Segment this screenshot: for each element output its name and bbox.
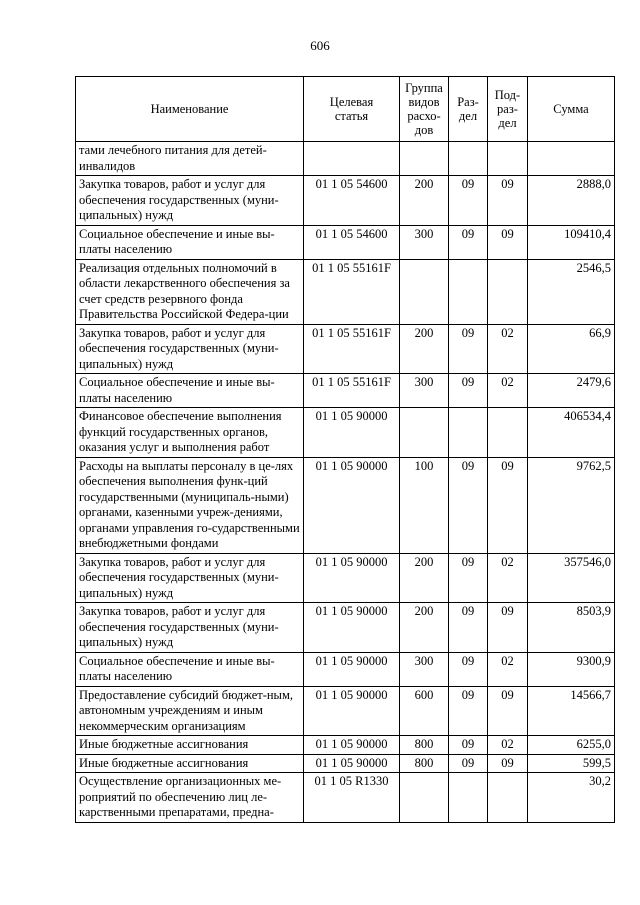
cell-name: Закупка товаров, работ и услуг для обеспечения государственных (муни-ципальных) нужд xyxy=(76,553,304,603)
table-row xyxy=(76,736,615,755)
cell-name: Иные бюджетные ассигнования xyxy=(76,736,304,755)
cell-group xyxy=(400,773,449,823)
cell-subsection: 02 xyxy=(488,553,528,603)
table-row xyxy=(76,686,615,736)
cell-group: 200 xyxy=(400,553,449,603)
cell-group: 800 xyxy=(400,736,449,755)
cell-section: 09 xyxy=(449,736,488,755)
cell-code: 01 1 05 90000 xyxy=(304,736,400,755)
cell-section: 09 xyxy=(449,686,488,736)
table-row xyxy=(76,259,615,324)
cell-subsection: 02 xyxy=(488,736,528,755)
cell-group: 200 xyxy=(400,603,449,653)
cell-section xyxy=(449,408,488,458)
cell-code: 01 1 05 55161F xyxy=(304,374,400,408)
cell-section xyxy=(449,142,488,176)
table-row xyxy=(76,176,615,226)
cell-code: 01 1 05 90000 xyxy=(304,686,400,736)
header-subsection: Под- раз- дел xyxy=(488,77,528,142)
cell-group: 200 xyxy=(400,176,449,226)
cell-sum: 6255,0 xyxy=(528,736,615,755)
cell-subsection: 09 xyxy=(488,457,528,553)
table-row xyxy=(76,754,615,773)
cell-name: Иные бюджетные ассигнования xyxy=(76,754,304,773)
cell-code: 01 1 05 55161F xyxy=(304,324,400,374)
table-row xyxy=(76,142,615,176)
cell-group: 200 xyxy=(400,324,449,374)
cell-group: 300 xyxy=(400,225,449,259)
cell-subsection: 09 xyxy=(488,603,528,653)
cell-sum: 2546,5 xyxy=(528,259,615,324)
cell-sum: 599,5 xyxy=(528,754,615,773)
table-row xyxy=(76,652,615,686)
cell-section: 09 xyxy=(449,176,488,226)
cell-subsection: 09 xyxy=(488,686,528,736)
cell-name: Закупка товаров, работ и услуг для обеспечения государственных (муни-ципальных) нужд xyxy=(76,176,304,226)
cell-name: Социальное обеспечение и иные вы-платы населению xyxy=(76,225,304,259)
cell-section: 09 xyxy=(449,324,488,374)
cell-subsection xyxy=(488,142,528,176)
cell-sum: 30,2 xyxy=(528,773,615,823)
cell-group: 800 xyxy=(400,754,449,773)
cell-name: Социальное обеспечение и иные вы-платы населению xyxy=(76,652,304,686)
header-group: Группа видов расхо- дов xyxy=(400,77,449,142)
table-header-row xyxy=(76,77,615,142)
table-row xyxy=(76,773,615,823)
cell-group xyxy=(400,142,449,176)
cell-sum: 109410,4 xyxy=(528,225,615,259)
cell-group: 600 xyxy=(400,686,449,736)
cell-subsection: 09 xyxy=(488,176,528,226)
cell-group xyxy=(400,408,449,458)
cell-code: 01 1 05 90000 xyxy=(304,652,400,686)
cell-name: тами лечебного питания для детей-инвалидов xyxy=(76,142,304,176)
cell-name: Финансовое обеспечение выполнения функций государственных органов, оказания услуг и выполнения работ xyxy=(76,408,304,458)
table-row xyxy=(76,324,615,374)
cell-group: 300 xyxy=(400,374,449,408)
cell-code: 01 1 05 90000 xyxy=(304,754,400,773)
cell-section: 09 xyxy=(449,457,488,553)
table-row xyxy=(76,603,615,653)
cell-subsection: 02 xyxy=(488,324,528,374)
cell-code: 01 1 05 R1330 xyxy=(304,773,400,823)
cell-code: 01 1 05 54600 xyxy=(304,176,400,226)
cell-section: 09 xyxy=(449,225,488,259)
header-code: Целевая статья xyxy=(304,77,400,142)
cell-name: Закупка товаров, работ и услуг для обеспечения государственных (муни-ципальных) нужд xyxy=(76,324,304,374)
cell-code: 01 1 05 54600 xyxy=(304,225,400,259)
cell-section: 09 xyxy=(449,754,488,773)
budget-table xyxy=(75,76,615,823)
cell-sum: 9762,5 xyxy=(528,457,615,553)
cell-subsection: 02 xyxy=(488,374,528,408)
cell-code: 01 1 05 90000 xyxy=(304,553,400,603)
cell-section: 09 xyxy=(449,603,488,653)
header-name: Наименование xyxy=(76,77,304,142)
cell-subsection xyxy=(488,773,528,823)
cell-sum: 66,9 xyxy=(528,324,615,374)
cell-subsection xyxy=(488,408,528,458)
cell-subsection: 09 xyxy=(488,225,528,259)
cell-code xyxy=(304,142,400,176)
cell-sum: 14566,7 xyxy=(528,686,615,736)
cell-group xyxy=(400,259,449,324)
cell-code: 01 1 05 90000 xyxy=(304,603,400,653)
cell-subsection xyxy=(488,259,528,324)
cell-section: 09 xyxy=(449,553,488,603)
page-number: 606 xyxy=(310,38,330,53)
cell-sum: 406534,4 xyxy=(528,408,615,458)
cell-name: Предоставление субсидий бюджет-ным, автономным учреждениям и иным некоммерческим организациям xyxy=(76,686,304,736)
table-row xyxy=(76,457,615,553)
cell-sum: 2888,0 xyxy=(528,176,615,226)
cell-sum: 357546,0 xyxy=(528,553,615,603)
cell-sum: 2479,6 xyxy=(528,374,615,408)
cell-group: 100 xyxy=(400,457,449,553)
header-section: Раз- дел xyxy=(449,77,488,142)
table-row xyxy=(76,408,615,458)
cell-code: 01 1 05 90000 xyxy=(304,408,400,458)
table-row xyxy=(76,225,615,259)
cell-section xyxy=(449,773,488,823)
cell-name: Закупка товаров, работ и услуг для обеспечения государственных (муни-ципальных) нужд xyxy=(76,603,304,653)
cell-name: Реализация отдельных полномочий в области лекарственного обеспечения за счет средств резервного фонда Правительства Российской Федера-ции xyxy=(76,259,304,324)
cell-section xyxy=(449,259,488,324)
cell-section: 09 xyxy=(449,374,488,408)
cell-section: 09 xyxy=(449,652,488,686)
cell-group: 300 xyxy=(400,652,449,686)
cell-name: Социальное обеспечение и иные вы-платы населению xyxy=(76,374,304,408)
table-row xyxy=(76,553,615,603)
cell-code: 01 1 05 90000 xyxy=(304,457,400,553)
cell-name: Расходы на выплаты персоналу в це-лях обеспечения выполнения функ-ций государственными (муниципаль-ными) органами, казенными учреж-дениями, органами управления го-сударственными внебюджетными фондами xyxy=(76,457,304,553)
cell-sum: 8503,9 xyxy=(528,603,615,653)
table-row xyxy=(76,374,615,408)
cell-subsection: 02 xyxy=(488,652,528,686)
cell-sum: 9300,9 xyxy=(528,652,615,686)
cell-sum xyxy=(528,142,615,176)
header-sum: Сумма xyxy=(528,77,615,142)
cell-code: 01 1 05 55161F xyxy=(304,259,400,324)
cell-subsection: 09 xyxy=(488,754,528,773)
cell-name: Осуществление организационных ме-роприятий по обеспечению лиц ле-карственными препаратами, предна- xyxy=(76,773,304,823)
